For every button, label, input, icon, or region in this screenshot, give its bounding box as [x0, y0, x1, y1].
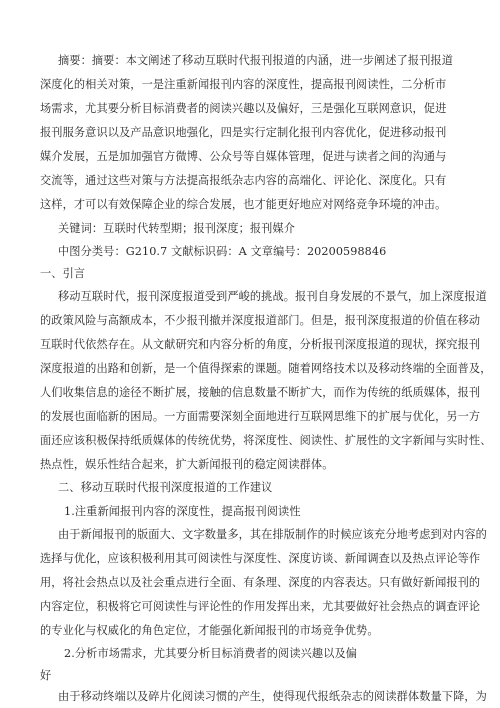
abstract-line-1: 摘要：摘要：本文阐述了移动互联时代报刊报道的内涵，进一步阐述了报刊报道 [58, 54, 454, 67]
intro-line-1: 移动互联时代，报刊深度报道受到严峻的挑战。报刊自身发展的不景气，加上深度报道 [58, 290, 487, 303]
section-heading-two: 二、移动互联时代报刊深度报道的工作建议 [58, 481, 273, 494]
abstract-line-6: 交流等，通过这些对策与方法提高报纸杂志内容的高端化、评论化、深度化。只有 [40, 174, 447, 187]
intro-line-4: 深度报道的出路和创新，是一个值得探索的课题。随着网络技术以及移动终端的全面普及， [40, 362, 492, 375]
abstract-line-3: 场需求，尤其要分析目标消费者的阅读兴趣以及偏好，三是强化互联网意识，促进 [40, 102, 447, 115]
subheading-1: 1.注重新闻报刊内容的深度性，提高报刊阅读性 [64, 505, 301, 518]
section-heading-intro: 一、引言 [40, 267, 86, 280]
intro-line-8: 热点性，娱乐性结合起来，扩大新闻报刊的稳定阅读群体。 [40, 458, 334, 471]
subheading-2: 2.分析市场需求，尤其要分析目标消费者的阅读兴趣以及偏 [64, 647, 358, 660]
intro-line-6: 的发展也面临新的困局。一方面需要深刻全面地进行互联网思维下的扩展与优化，另一方 [40, 410, 481, 423]
para-1-line-3: 用，将社会热点以及社会重点进行全面、有条理、深度的内容表达。只有做好新闻报刊的 [40, 576, 481, 589]
abstract-line-5: 媒介发展，五是加加强官方微博、公众号等自媒体管理，促进与读者之间的沟通与 [40, 150, 447, 163]
abstract-line-2: 深度化的相关对策，一是注重新闻报刊内容的深度性，提高报刊阅读性，二分析市 [40, 78, 447, 91]
abstract-line-4: 报刊服务意识以及产品意识地强化，四是实行定制化报刊内容优化，促进移动报刊 [40, 126, 447, 139]
para-2-line-1: 由于移动终端以及碎片化阅读习惯的产生，使得现代报纸杂志的阅读群体数量下降，为 [58, 690, 487, 703]
para-1-line-5: 的专业化与权威化的角色定位，才能强化新闻报刊的市场竞争优势。 [40, 624, 379, 637]
intro-line-5: 人们收集信息的途径不断扩展，接触的信息数量不断扩大，而作为传统的纸质媒体，报刊 [40, 386, 481, 399]
classification-line: 中图分类号：G210.7 文献标识码：A 文章编号：20200598846 [58, 245, 387, 258]
intro-line-7: 面还应该积极保持纸质媒体的传统优势，将深度性、阅读性、扩展性的文字新闻与实时性、 [40, 434, 492, 447]
intro-line-2: 的政策风险与高额成本，不少报刊撤并深度报道部门。但是，报刊深度报道的价值在移动 [40, 314, 481, 327]
abstract-line-7: 这样，才可以有效保障企业的综合发展，也才能更好地应对网络竞争环境的冲击。 [40, 198, 447, 211]
subheading-2-cont: 好 [40, 669, 52, 682]
keywords-line: 关键词：互联时代转型期；报刊深度；报刊媒介 [58, 222, 296, 235]
intro-line-3: 互联时代依然存在。从文献研究和内容分析的角度，分析报刊深度报道的现状，探究报刊 [40, 338, 481, 351]
para-1-line-1: 由于新闻报刊的版面大、文字数量多，其在排版制作的时候应该充分地考虑到对内容的 [58, 528, 487, 541]
para-1-line-4: 内容定位，积极将它可阅读性与评论性的作用发挥出来，尤其要做好社会热点的调查评论 [40, 600, 481, 613]
para-1-line-2: 选择与优化，应该积极利用其可阅读性与深度性、深度访谈、新闻调查以及热点评论等作 [40, 552, 481, 565]
